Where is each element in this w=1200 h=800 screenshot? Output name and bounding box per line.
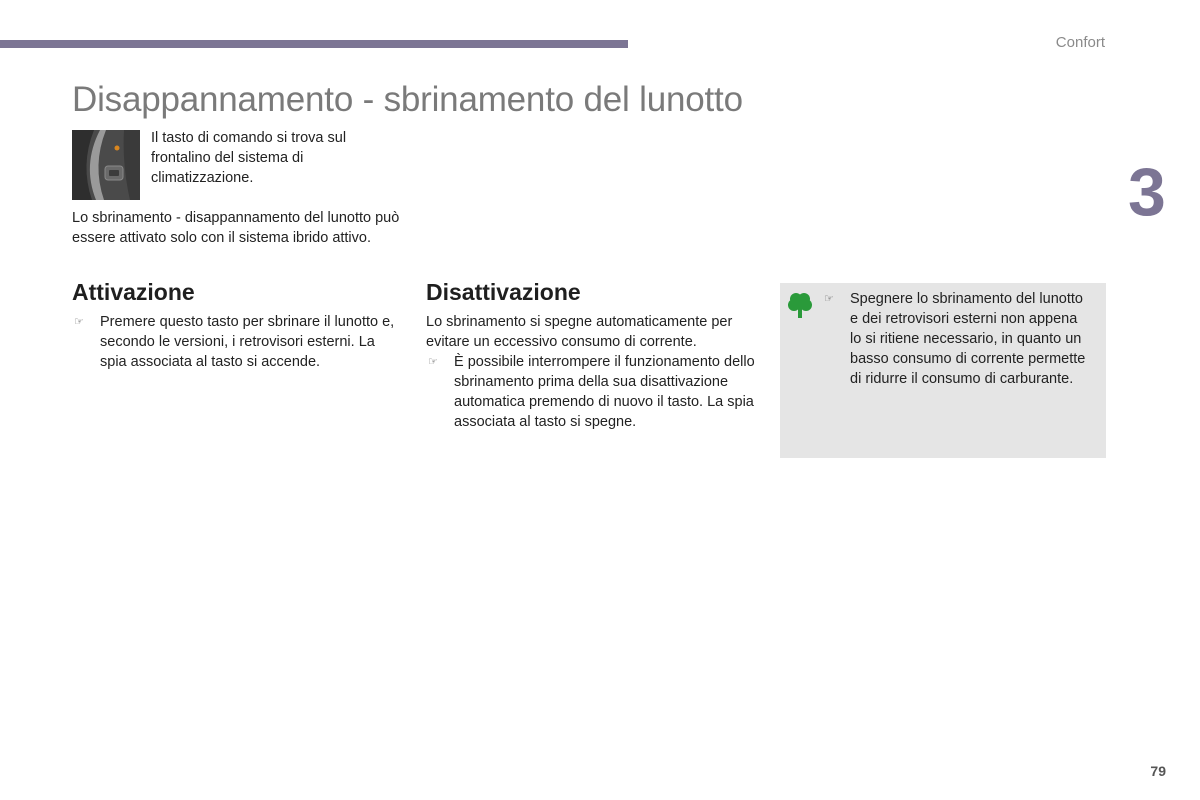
chapter-number: 3	[1128, 154, 1166, 230]
eco-tip-list	[822, 289, 1092, 389]
deactivation-intro: Lo sbrinamento si spegne automaticamente per evitare un eccessivo consumo di corrente.	[426, 314, 733, 350]
header-accent-bar	[0, 40, 628, 48]
intro-caption: Il tasto di comando si trova sul frontalino del sistema di climatizzazione.	[151, 130, 347, 186]
page-number: 79	[1150, 763, 1166, 779]
pointing-hand-icon: ☞	[74, 316, 84, 328]
eco-tip-box	[780, 283, 1106, 458]
section-name: Confort	[1055, 34, 1105, 51]
pointing-hand-icon: ☞	[428, 356, 438, 368]
activation-list	[72, 312, 402, 372]
deactivation-heading: Disattivazione	[426, 279, 581, 305]
intro-note: Lo sbrinamento - disappannamento del lunotto può essere attivato solo con il sistema ibrido attivo.	[72, 210, 400, 246]
control-button-photo	[72, 130, 140, 200]
eco-tree-icon	[788, 291, 812, 324]
page-title: Disappannamento - sbrinamento del lunotto	[72, 80, 743, 119]
pointing-hand-icon: ☞	[824, 293, 834, 305]
list-item: ☞ Premere questo tasto per sbrinare il lunotto e, secondo le versioni, i retrovisori esterni. La spia associata al tasto si accende.	[74, 314, 395, 370]
deactivation-list	[426, 352, 756, 432]
list-item: ☞ Spegnere lo sbrinamento del lunotto e dei retrovisori esterni non appena lo si ritiene necessario, in quanto un basso consumo di corrente permette di ridurre il consumo di carburante.	[824, 291, 1086, 387]
list-item: ☞ È possibile interrompere il funzionamento dello sbrinamento prima della sua disattivazione automatica premendo di nuovo il tasto. La spia associata al tasto si spegne.	[428, 354, 755, 430]
activation-heading: Attivazione	[72, 279, 195, 305]
